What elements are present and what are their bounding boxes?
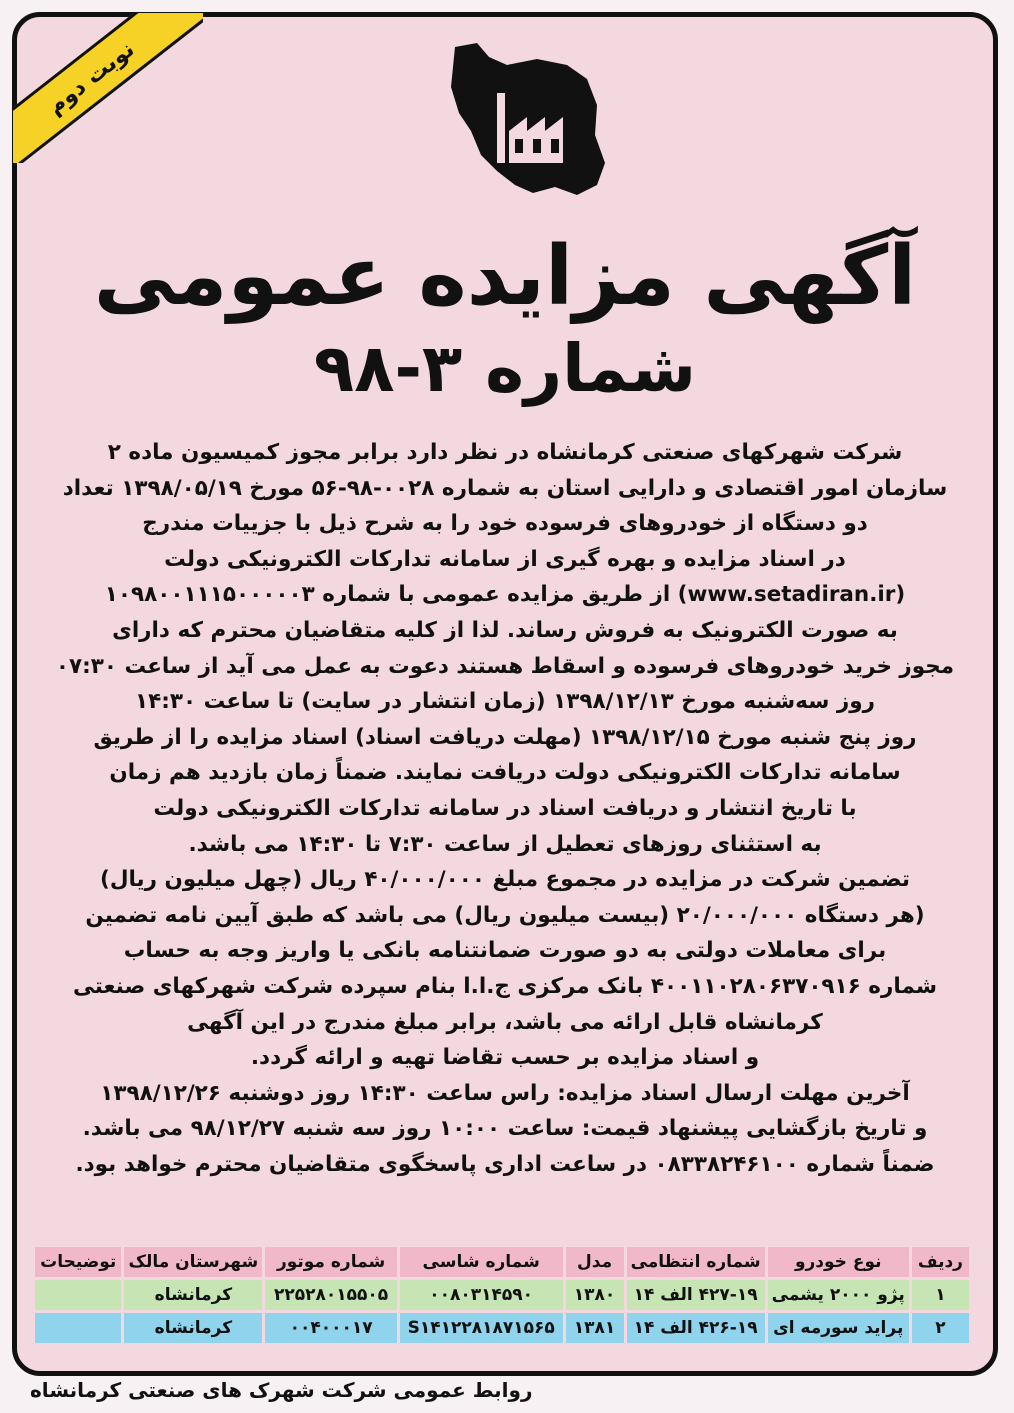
table-cell: ۰۰۸۰۳۱۴۵۹۰ — [400, 1280, 563, 1310]
table-row — [35, 1280, 969, 1310]
table-cell: ۲ — [912, 1313, 969, 1343]
body-line: سامانه تدارکات الکترونیکی دولت دریافت نمایند. ضمناً زمان بازدید هم زمان — [109, 760, 901, 786]
table-cell: ۴۲۷-۱۹ الف ۱۴ — [627, 1280, 765, 1310]
column-header: مدل — [566, 1247, 624, 1277]
body-line: آخرین مهلت ارسال اسناد مزایده: راس ساعت ۱۴:۳۰ روز دوشنبه ۱۳۹۸/۱۲/۲۶ — [100, 1080, 910, 1106]
body-line: با تاریخ انتشار و دریافت اسناد در سامانه تدارکات الکترونیکی دولت — [153, 795, 857, 821]
column-header: شماره انتظامی — [627, 1247, 765, 1277]
table-cell — [35, 1313, 121, 1343]
column-header: نوع خودرو — [768, 1247, 909, 1277]
table-header-row — [35, 1247, 969, 1277]
table-cell: ۱۳۸۰ — [566, 1280, 624, 1310]
table-cell: S۱۴۱۲۲۸۱۸۷۱۵۶۵ — [400, 1313, 563, 1343]
table-cell: کرمانشاه — [124, 1280, 262, 1310]
column-header: توضیحات — [35, 1247, 121, 1277]
column-header: ردیف — [912, 1247, 969, 1277]
table-cell: کرمانشاه — [124, 1313, 262, 1343]
table-cell: ۱۳۸۱ — [566, 1313, 624, 1343]
body-line: روز سه‌شنبه مورخ ۱۳۹۸/۱۲/۱۳ (زمان انتشار در سایت) تا ساعت ۱۴:۳۰ — [135, 689, 875, 715]
body-line: روز پنج شنبه مورخ ۱۳۹۸/۱۲/۱۵ (مهلت دریافت اسناد) اسناد مزایده را از طریق — [93, 724, 917, 750]
table-cell: پراید سورمه ای — [768, 1313, 909, 1343]
body-line: برای معاملات دولتی به دو صورت ضمانتنامه بانکی یا واریز وجه به حساب — [123, 938, 887, 964]
table-cell: ۲۲۵۲۸۰۱۵۵۰۵ — [265, 1280, 396, 1310]
column-header: شهرستان مالک — [124, 1247, 262, 1277]
body-line: در اسناد مزایده و بهره گیری از سامانه تدارکات الکترونیکی دولت — [164, 546, 846, 572]
body-line: به صورت الکترونیک به فروش رساند. لذا از کلیه متقاضیان محترم که دارای — [112, 617, 898, 643]
body-line: دو دستگاه از خودروهای فرسوده خود را به شرح ذیل با جزییات مندرج — [142, 511, 868, 537]
badge-second-turn: نوبت دوم — [13, 13, 203, 163]
body-line: مجوز خرید خودروهای فرسوده و اسقاط هستند دعوت به عمل می آید از ساعت ۰۷:۳۰ — [55, 653, 955, 679]
footer-public-relations: روابط عمومی شرکت شهرک های صنعتی کرمانشاه — [30, 1378, 533, 1402]
table-cell — [35, 1280, 121, 1310]
table-cell: ۱ — [912, 1280, 969, 1310]
body-line: سازمان امور اقتصادی و دارایی استان به شماره ۰۰۲۸-۹۸-۵۶ مورخ ۱۳۹۸/۰۵/۱۹ تعداد — [62, 475, 948, 501]
announcement-body — [43, 435, 967, 1182]
page-title: آگهی مزایده عمومی — [93, 229, 917, 324]
column-header: شماره موتور — [265, 1247, 396, 1277]
corner-ribbon — [13, 13, 203, 163]
table-cell: پژو ۲۰۰۰ یشمی — [768, 1280, 909, 1310]
auction-number: شماره ۳-۹۸ — [313, 330, 697, 407]
body-line: تضمین شرکت در مزایده در مجموع مبلغ ۴۰/۰۰۰/۰۰۰ ریال (چهل میلیون ریال) — [100, 867, 910, 893]
body-line-website[interactable]: (www.setadiran.ir) از طریق مزایده عمومی با شماره ۱۰۹۸۰۰۱۱۱۵۰۰۰۰۰۳ — [104, 582, 906, 608]
column-header: شماره شاسی — [400, 1247, 563, 1277]
body-line: و تاریخ بازگشایی پیشنهاد قیمت: ساعت ۱۰:۰۰ روز سه شنبه ۹۸/۱۲/۲۷ می باشد. — [82, 1116, 928, 1142]
vehicles-table — [32, 1244, 972, 1346]
table-cell: ۰۰۴۰۰۰۱۷ — [265, 1313, 396, 1343]
body-line: (هر دستگاه ۲۰/۰۰۰/۰۰۰ (بیست میلیون ریال) می باشد که طبق آیین نامه تضمین — [85, 902, 925, 928]
body-line: شماره ۴۰۰۱۱۰۲۸۰۶۳۷۰۹۱۶ بانک مرکزی ج.ا.ا بنام سپرده شرکت شهرکهای صنعتی — [73, 973, 937, 999]
table-row — [35, 1313, 969, 1343]
body-line: به استثنای روزهای تعطیل از ساعت ۷:۳۰ تا ۱۴:۳۰ می باشد. — [188, 831, 822, 857]
body-line: و اسناد مزایده بر حسب تقاضا تهیه و ارائه گردد. — [250, 1045, 760, 1071]
body-line: کرمانشاه قابل ارائه می باشد، برابر مبلغ مندرج در این آگهی — [187, 1009, 823, 1035]
advertisement-frame — [12, 12, 998, 1376]
table-cell: ۴۲۶-۱۹ الف ۱۴ — [627, 1313, 765, 1343]
iran-map-factory-icon — [437, 35, 617, 215]
body-line: شرکت شهرکهای صنعتی کرمانشاه در نظر دارد برابر مجوز کمیسیون ماده ۲ — [107, 440, 903, 465]
body-line: ضمناً شماره ۰۸۳۳۸۲۴۶۱۰۰ در ساعت اداری پاسخگوی متقاضیان محترم خواهد بود. — [75, 1151, 935, 1177]
